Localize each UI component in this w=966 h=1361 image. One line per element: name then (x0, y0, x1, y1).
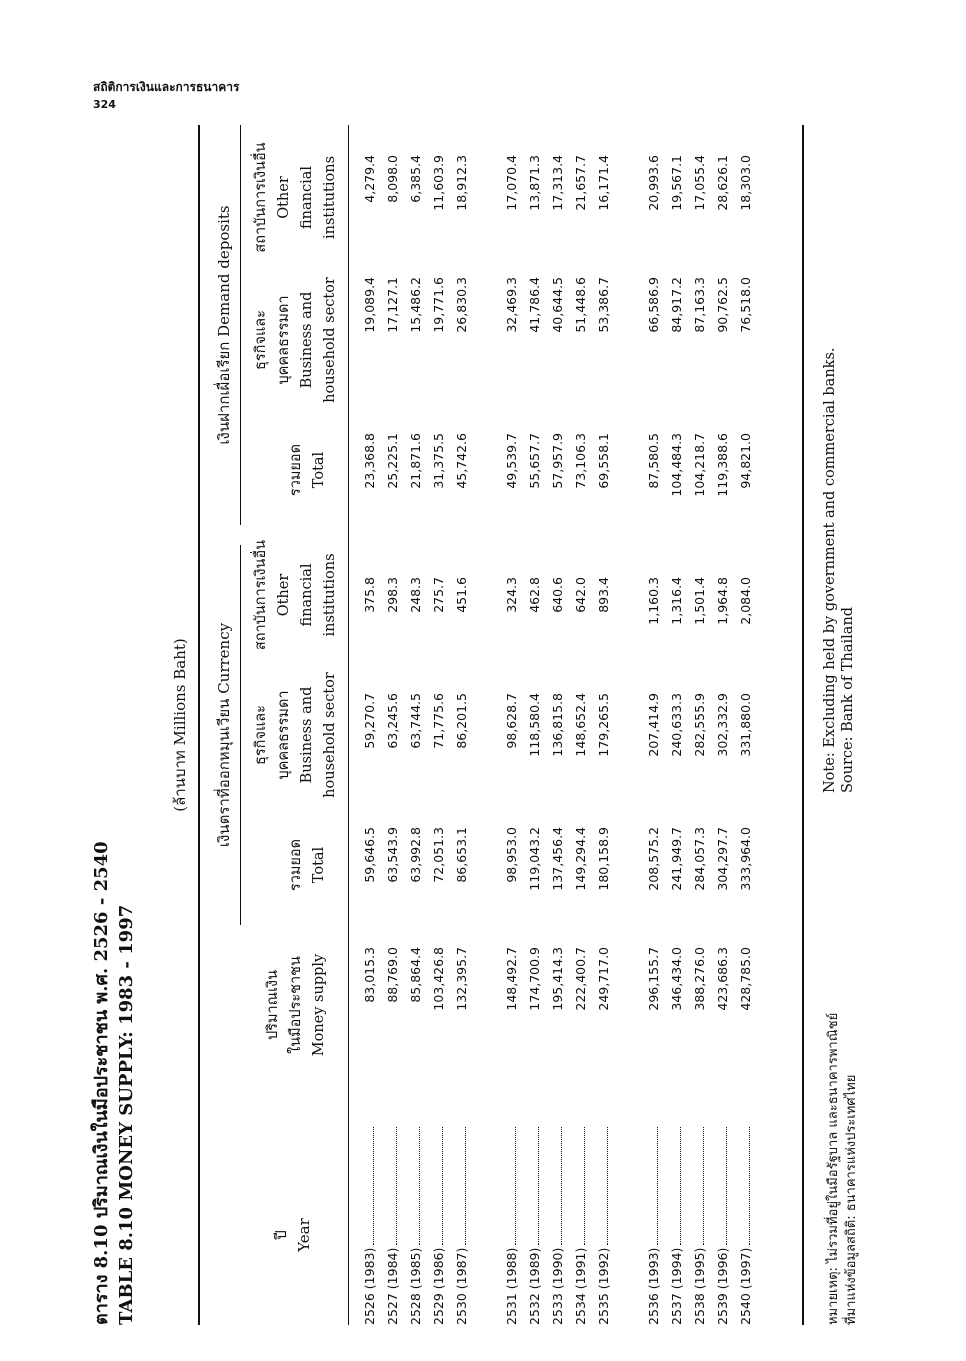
demand-business-cell: 51,448.6 (573, 277, 588, 333)
demand-other-cell: 17,055.4 (692, 155, 707, 211)
leader-dots (647, 1127, 658, 1245)
source-thai: ที่มาแห่งข้อมูลสถิติ: ธนาคารแห่งประเทศไทย (844, 1074, 859, 1325)
currency-total-cell: 284,057.3 (692, 827, 707, 891)
currency-business-cell: 63,245.6 (385, 693, 400, 749)
currency-business-cell: 207,414.9 (646, 693, 661, 757)
demand-total-cell: 104,484.3 (669, 433, 684, 497)
currency-business-cell: 86,201.5 (454, 693, 469, 749)
page-number: 324 (93, 98, 116, 111)
demand-total-cell: 31,375.5 (431, 433, 446, 489)
demand-business-cell: 90,762.5 (715, 277, 730, 333)
year-cell (362, 1127, 377, 1325)
col-header-demand-other: สถาบันการเงินอื่น Other financial institutions (253, 142, 338, 253)
demand-business-cell: 19,771.6 (431, 277, 446, 333)
currency-business-cell: 98,628.7 (504, 693, 519, 749)
currency-other-cell: 642.0 (573, 577, 588, 613)
money-supply-cell: 222,400.7 (573, 947, 588, 1011)
demand-total-cell: 55,657.7 (527, 433, 542, 489)
year-label: 2539 (1996) (715, 1247, 730, 1325)
demand-business-cell: 40,644.5 (550, 277, 565, 333)
year-label: 2526 (1983) (362, 1247, 377, 1325)
demand-other-cell: 18,912.3 (454, 155, 469, 211)
currency-group-header: เงินตราที่ออกหมุนเวียน Currency (215, 622, 233, 848)
money-supply-cell: 346,434.0 (669, 947, 684, 1011)
leader-dots (551, 1127, 562, 1245)
currency-group-rule (240, 545, 241, 925)
money-supply-cell: 388,276.0 (692, 947, 707, 1011)
currency-other-cell: 462.8 (527, 577, 542, 613)
currency-total-cell: 304,297.7 (715, 827, 730, 891)
year-cell (385, 1127, 400, 1325)
money-supply-cell: 83,015.3 (362, 947, 377, 1003)
leader-dots (670, 1127, 681, 1245)
leader-dots (716, 1127, 727, 1245)
demand-business-cell: 15,486.2 (408, 277, 423, 333)
currency-total-cell: 72,051.3 (431, 827, 446, 883)
table-title-thai: ตาราง 8.10 ปริมาณเงินในมือประชาชน พ.ศ. 2526 - 2540 (91, 841, 112, 1325)
demand-total-cell: 119,388.6 (715, 433, 730, 497)
currency-total-cell: 59,646.5 (362, 827, 377, 883)
currency-business-cell: 282,555.9 (692, 693, 707, 757)
currency-business-cell: 118,580.4 (527, 693, 542, 757)
col-header-year: ปี Year (272, 1218, 313, 1252)
year-cell (454, 1127, 469, 1325)
currency-other-cell: 375.8 (362, 577, 377, 613)
book-title: สถิติการเงินและการธนาคาร (93, 80, 240, 94)
demand-business-cell: 26,830.3 (454, 277, 469, 333)
unit-label: (ล้านบาท Millions Baht) (171, 638, 189, 812)
money-supply-cell: 174,700.9 (527, 947, 542, 1011)
leader-dots (597, 1127, 608, 1245)
demand-total-cell: 25,225.1 (385, 433, 400, 489)
year-label: 2538 (1995) (692, 1247, 707, 1325)
money-supply-cell: 88,769.0 (385, 947, 400, 1003)
table-bottom-rule (802, 125, 804, 1325)
year-cell (738, 1127, 753, 1325)
demand-other-cell: 8,098.0 (385, 155, 400, 203)
demand-other-cell: 28,626.1 (715, 155, 730, 211)
header-bottom-rule (348, 125, 349, 1325)
year-cell (431, 1127, 446, 1325)
currency-business-cell: 302,332.9 (715, 693, 730, 757)
demand-business-cell: 41,786.4 (527, 277, 542, 333)
col-header-currency-other: สถาบันการเงินอื่น Other financial institutions (253, 539, 338, 651)
demand-other-cell: 21,657.7 (573, 155, 588, 211)
demand-other-cell: 18,303.0 (738, 155, 753, 211)
demand-other-cell: 17,070.4 (504, 155, 519, 211)
currency-total-cell: 98,953.0 (504, 827, 519, 883)
note-thai: หมายเหตุ: ไม่รวมที่อยู่ในมือรัฐบาล และธนาคารพาณิชย์ (826, 1012, 841, 1325)
leader-dots (386, 1127, 397, 1245)
demand-business-cell: 53,386.7 (596, 277, 611, 333)
year-label: 2527 (1984) (385, 1247, 400, 1325)
demand-total-cell: 94,821.0 (738, 433, 753, 489)
col-header-demand-business: ธุรกิจและ บุคคลธรรมดา Business and household sector (253, 277, 338, 403)
leader-dots (528, 1127, 539, 1245)
currency-total-cell: 333,964.0 (738, 827, 753, 891)
currency-total-cell: 241,949.7 (669, 827, 684, 891)
money-supply-cell: 132,395.7 (454, 947, 469, 1011)
demand-business-cell: 87,163.3 (692, 277, 707, 333)
currency-business-cell: 148,652.4 (573, 693, 588, 757)
table-top-rule (198, 125, 200, 1325)
currency-total-cell: 63,543.9 (385, 827, 400, 883)
currency-total-cell: 208,575.2 (646, 827, 661, 891)
currency-business-cell: 179,265.5 (596, 693, 611, 757)
year-label: 2531 (1988) (504, 1247, 519, 1325)
money-supply-cell: 249,717.0 (596, 947, 611, 1011)
demand-total-cell: 57,957.9 (550, 433, 565, 489)
demand-total-cell: 21,871.6 (408, 433, 423, 489)
currency-other-cell: 640.6 (550, 577, 565, 613)
currency-other-cell: 893.4 (596, 577, 611, 613)
note-english: Note: Excluding held by government and commercial banks. (822, 347, 838, 793)
demand-group-header: เงินฝากเผื่อเรียก Demand deposits (215, 205, 233, 445)
rotated-table-page (80, 70, 920, 1325)
currency-other-cell: 1,501.4 (692, 577, 707, 625)
year-label: 2532 (1989) (527, 1247, 542, 1325)
demand-other-cell: 11,603.9 (431, 155, 446, 211)
demand-total-cell: 49,539.7 (504, 433, 519, 489)
currency-business-cell: 59,270.7 (362, 693, 377, 749)
demand-other-cell: 4,279.4 (362, 155, 377, 203)
year-cell (408, 1127, 423, 1325)
demand-other-cell: 17,313.4 (550, 155, 565, 211)
year-label: 2529 (1986) (431, 1247, 446, 1325)
demand-other-cell: 16,171.4 (596, 155, 611, 211)
demand-business-cell: 76,518.0 (738, 277, 753, 333)
currency-business-cell: 63,744.5 (408, 693, 423, 749)
year-cell (669, 1127, 684, 1325)
year-label: 2530 (1987) (454, 1247, 469, 1325)
year-cell (504, 1127, 519, 1325)
currency-business-cell: 240,633.3 (669, 693, 684, 757)
leader-dots (455, 1127, 466, 1245)
leader-dots (739, 1127, 750, 1245)
currency-total-cell: 137,456.4 (550, 827, 565, 891)
currency-total-cell: 119,043.2 (527, 827, 542, 891)
year-label: 2533 (1990) (550, 1247, 565, 1325)
currency-other-cell: 324.3 (504, 577, 519, 613)
currency-other-cell: 275.7 (431, 577, 446, 613)
demand-total-cell: 45,742.6 (454, 433, 469, 489)
year-cell (573, 1127, 588, 1325)
demand-other-cell: 6,385.4 (408, 155, 423, 203)
leader-dots (363, 1127, 374, 1245)
demand-business-cell: 19,089.4 (362, 277, 377, 333)
demand-business-cell: 32,469.3 (504, 277, 519, 333)
year-label: 2537 (1994) (669, 1247, 684, 1325)
money-supply-cell: 85,864.4 (408, 947, 423, 1003)
money-supply-cell: 148,492.7 (504, 947, 519, 1011)
currency-total-cell: 86,653.1 (454, 827, 469, 883)
currency-other-cell: 1,964.8 (715, 577, 730, 625)
demand-total-cell: 69,558.1 (596, 433, 611, 489)
demand-other-cell: 13,871.3 (527, 155, 542, 211)
currency-other-cell: 298.3 (385, 577, 400, 613)
money-supply-cell: 296,155.7 (646, 947, 661, 1011)
year-label: 2536 (1993) (646, 1247, 661, 1325)
demand-total-cell: 104,218.7 (692, 433, 707, 497)
col-header-currency-business: ธุรกิจและ บุคคลธรรมดา Business and household sector (253, 672, 338, 798)
leader-dots (432, 1127, 443, 1245)
year-cell (596, 1127, 611, 1325)
currency-total-cell: 149,294.4 (573, 827, 588, 891)
money-supply-cell: 103,426.8 (431, 947, 446, 1011)
year-cell (550, 1127, 565, 1325)
demand-total-cell: 87,580.5 (646, 433, 661, 489)
money-supply-cell: 428,785.0 (738, 947, 753, 1011)
col-header-demand-total: รวมยอด Total (288, 443, 327, 497)
year-label: 2540 (1997) (738, 1247, 753, 1325)
currency-other-cell: 1,160.3 (646, 577, 661, 625)
year-cell (527, 1127, 542, 1325)
leader-dots (574, 1127, 585, 1245)
demand-group-rule (240, 125, 241, 525)
currency-total-cell: 180,158.9 (596, 827, 611, 891)
demand-other-cell: 19,567.1 (669, 155, 684, 211)
currency-other-cell: 1,316.4 (669, 577, 684, 625)
col-header-currency-total: รวมยอด Total (288, 838, 327, 892)
money-supply-cell: 195,414.3 (550, 947, 565, 1011)
col-header-money-supply: ปริมาณเงิน ในมือประชาชน Money supply (265, 953, 327, 1057)
currency-other-cell: 2,084.0 (738, 577, 753, 625)
currency-other-cell: 451.6 (454, 577, 469, 613)
currency-business-cell: 71,775.6 (431, 693, 446, 749)
currency-other-cell: 248.3 (408, 577, 423, 613)
table-title-english: TABLE 8.10 MONEY SUPPLY: 1983 - 1997 (116, 904, 137, 1325)
demand-business-cell: 17,127.1 (385, 277, 400, 333)
year-label: 2534 (1991) (573, 1247, 588, 1325)
leader-dots (693, 1127, 704, 1245)
year-label: 2535 (1992) (596, 1247, 611, 1325)
year-cell (646, 1127, 661, 1325)
demand-other-cell: 20,993.6 (646, 155, 661, 211)
money-supply-cell: 423,686.3 (715, 947, 730, 1011)
currency-total-cell: 63,992.8 (408, 827, 423, 883)
year-cell (692, 1127, 707, 1325)
demand-business-cell: 66,586.9 (646, 277, 661, 333)
year-cell (715, 1127, 730, 1325)
source-english: Source: Bank of Thailand (840, 606, 856, 793)
currency-business-cell: 136,815.8 (550, 693, 565, 757)
leader-dots (505, 1127, 516, 1245)
demand-total-cell: 23,368.8 (362, 433, 377, 489)
leader-dots (409, 1127, 420, 1245)
demand-business-cell: 84,917.2 (669, 277, 684, 333)
currency-business-cell: 331,880.0 (738, 693, 753, 757)
year-label: 2528 (1985) (408, 1247, 423, 1325)
demand-total-cell: 73,106.3 (573, 433, 588, 489)
